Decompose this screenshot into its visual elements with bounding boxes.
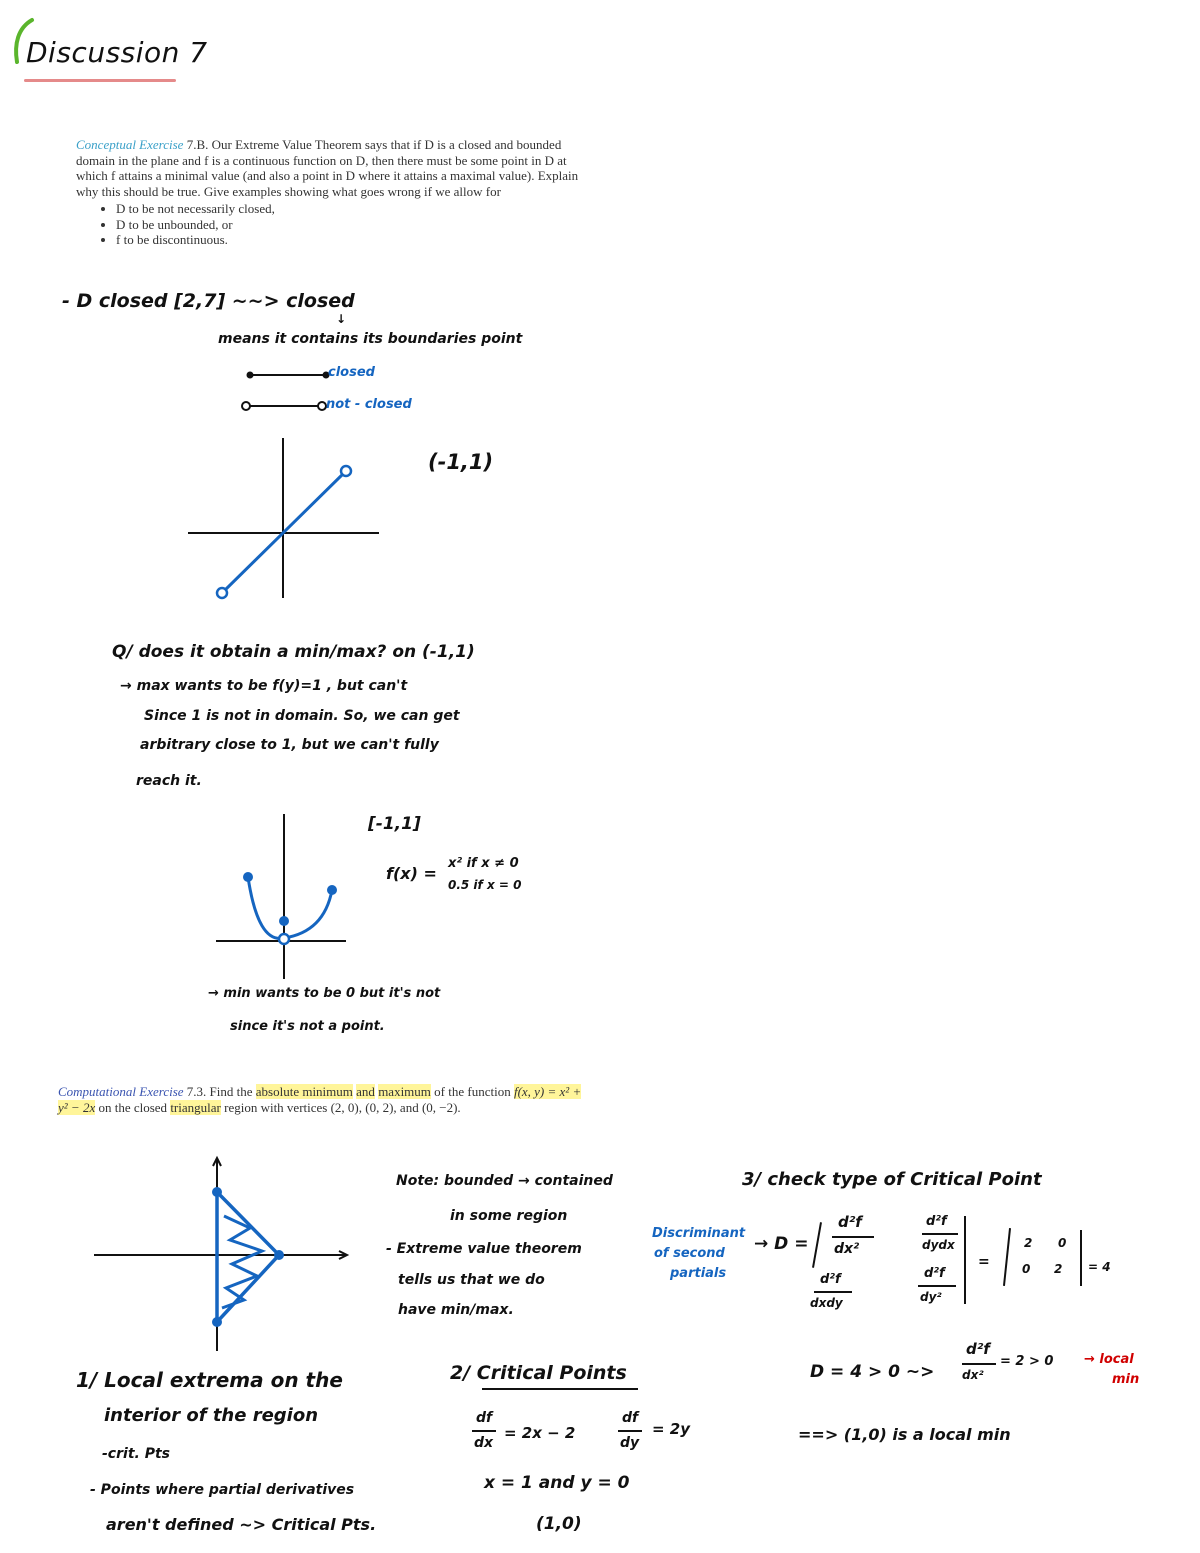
exercise-bullets [76,201,590,248]
interval-open-label: (-1,1) [428,450,494,474]
note-boundary-meaning: means it contains its boundaries point [218,331,523,347]
fraction-bar [814,1291,852,1293]
det-bar-left [812,1222,822,1268]
highlight-min: absolute minimum [255,1084,353,1099]
label-closed: closed [328,365,375,380]
discriminant-label: partials [670,1266,727,1281]
fraction-num: d²f [966,1340,990,1358]
conceptual-exercise-block [76,137,590,248]
note-line: reach it. [136,773,202,789]
exercise-number: 7.3. [186,1084,207,1099]
step1-line: aren't defined ~> Critical Pts. [106,1515,377,1534]
matrix-entry: 0 [1022,1262,1031,1276]
bullet-item: • D to be not necessarily closed, [116,201,590,217]
det-bar-right [964,1216,966,1304]
D-equals: → D = [754,1234,809,1254]
note-min-explanation-2: since it's not a point. [230,1019,385,1034]
interval-closed-label: [-1,1] [368,814,421,834]
fraction-bar [832,1236,874,1238]
triangle-region-graph [92,1156,362,1356]
matrix-bar-left [1003,1228,1011,1286]
note-line: Since 1 is not in domain. So, we can get [144,708,460,724]
note-evt: - Extreme value theorem [386,1241,582,1257]
fraction-den: dx² [834,1241,860,1257]
note-bounded: Note: bounded → contained [396,1173,613,1189]
note-closed-definition: - D closed [2,7] ~~> closed [62,290,355,312]
exercise-text: of the function [434,1084,511,1099]
step1-heading: 1/ Local extrema on the [76,1368,343,1392]
exercise-text: on the closed [98,1100,168,1115]
fraction-den: dy² [920,1290,942,1304]
local-min-label-2: min [1112,1372,1140,1387]
computational-exercise-block [58,1084,586,1116]
partial-x-result: = 2x − 2 [504,1424,576,1442]
fraction-bar [472,1430,496,1432]
note-line: arbitrary close to 1, but we can't fully [140,737,439,753]
critical-point: (1,0) [536,1514,582,1534]
matrix-entry: 0 [1058,1236,1067,1250]
fraction-num: df [476,1410,493,1426]
step1-line: interior of the region [104,1405,319,1426]
exercise-text: Find the [209,1084,253,1099]
fraction-bar [962,1363,996,1365]
discontinuous-function-graph [214,814,354,984]
page-title: Discussion 7 [26,36,208,69]
note-evt-2: tells us that we do [398,1272,545,1288]
highlight-and: and [356,1084,375,1099]
note-question: Q/ does it obtain a min/max? on (-1,1) [112,642,475,662]
fraction-den: dydx [922,1238,955,1252]
determinant-result: = 4 [1088,1260,1111,1274]
D-positive: D = 4 > 0 ~> [810,1362,935,1382]
note-arrow-down: ↓ [336,312,347,326]
formula: f(x, y) = x² + y² − 2x [58,1084,582,1115]
fraction-num: d²f [924,1266,945,1281]
note-bounded-2: in some region [450,1208,568,1224]
open-interval-graph [186,438,386,603]
second-derivative-result: = 2 > 0 [1000,1354,1054,1369]
fraction-num: d²f [838,1213,862,1231]
label-not-closed: not - closed [326,397,412,412]
fraction-den: dxdy [810,1296,843,1310]
piecewise-prefix: f(x) = [386,864,437,883]
fraction-bar [918,1285,956,1287]
highlight-max: maximum [378,1084,431,1099]
fraction-den: dy [620,1435,640,1451]
step1-line: -crit. Pts [102,1446,170,1462]
highlight-triangular: triangular [170,1100,221,1115]
exercise-lead: Computational Exercise [58,1084,184,1099]
closed-interval-sketch [238,360,338,410]
fraction-bar [618,1430,642,1432]
equals-sign: = [978,1254,990,1270]
fraction-num: df [622,1410,639,1426]
matrix-entry: 2 [1024,1236,1033,1250]
local-min-label: → local [1084,1352,1134,1367]
fraction-den: dx [474,1435,494,1451]
step2-underline [482,1388,638,1390]
exercise-text: region with vertices (2, 0), (0, 2), and (0, −2). [224,1100,461,1115]
fraction-num: d²f [926,1214,947,1229]
step3-heading: 3/ check type of Critical Point [742,1169,1042,1190]
exercise-number: 7.B. [186,137,209,152]
note-line: → max wants to be f(y)=1 , but can't [120,678,408,694]
exercise-lead: Conceptual Exercise [76,137,184,152]
step1-line: - Points where partial derivatives [90,1482,355,1498]
solution: x = 1 and y = 0 [484,1473,630,1493]
bullet-item: • f to be discontinuous. [116,232,590,248]
fraction-bar [922,1233,958,1235]
conclusion: ==> (1,0) is a local min [798,1425,1011,1444]
piecewise-case-1: x² if x ≠ 0 [448,856,519,871]
matrix-bar-right [1080,1230,1082,1286]
matrix-entry: 2 [1054,1262,1063,1276]
piecewise-case-2: 0.5 if x = 0 [448,878,522,892]
partial-y-result: = 2y [652,1420,691,1438]
fraction-num: d²f [820,1272,841,1287]
exercise-body: Our Extreme Value Theorem says that if D is a closed and bounded domain in the plane and f is a continuous function on D, then there must be some point in D at which f attains a minimal value (and also a point in D where it attains a maximal value). Explain why this should be true. Give examples showing what goes wrong if we allow for [76,137,579,199]
note-evt-3: have min/max. [398,1302,514,1318]
title-underline [24,79,176,82]
fraction-den: dx² [962,1368,984,1382]
bullet-item: • D to be unbounded, or [116,217,590,233]
discriminant-label: of second [654,1246,725,1261]
step2-heading: 2/ Critical Points [450,1362,627,1384]
note-min-explanation: → min wants to be 0 but it's not [208,986,441,1001]
discriminant-label: Discriminant [652,1226,746,1241]
